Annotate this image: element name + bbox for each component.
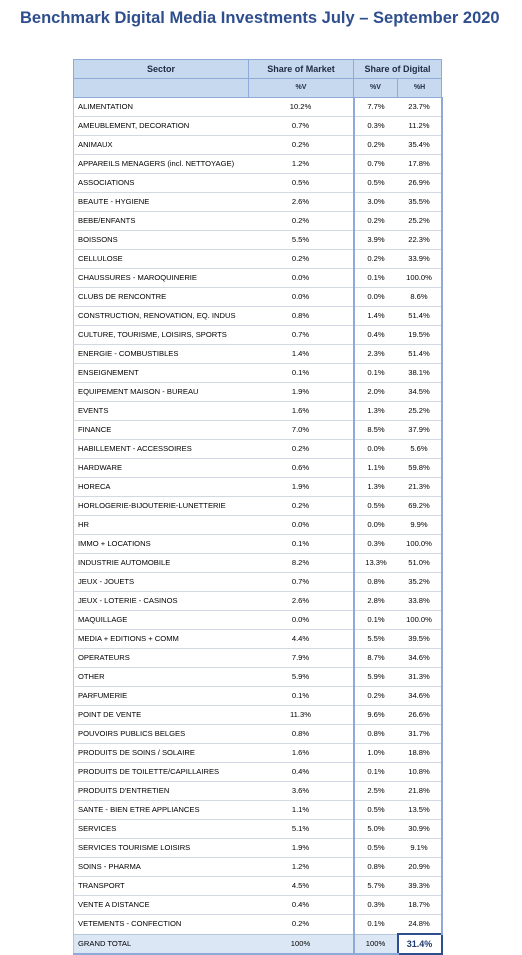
market-v-cell: 1.2%	[249, 155, 354, 174]
table-row	[74, 364, 442, 383]
market-v-cell: 0.2%	[249, 915, 354, 935]
digital-h-cell: 51.0%	[398, 554, 442, 573]
digital-h-cell: 100.0%	[398, 611, 442, 630]
digital-v-cell: 0.4%	[354, 326, 398, 345]
digital-h-cell: 21.3%	[398, 478, 442, 497]
table-row	[74, 269, 442, 288]
digital-h-cell: 33.8%	[398, 592, 442, 611]
market-v-cell: 4.5%	[249, 877, 354, 896]
digital-v-cell: 2.3%	[354, 345, 398, 364]
digital-h-cell: 20.9%	[398, 858, 442, 877]
digital-v-cell: 13.3%	[354, 554, 398, 573]
digital-v-cell: 0.5%	[354, 801, 398, 820]
market-v-cell: 1.4%	[249, 345, 354, 364]
digital-v-cell: 0.2%	[354, 212, 398, 231]
sector-cell: ALIMENTATION	[74, 98, 249, 117]
digital-h-cell: 21.8%	[398, 782, 442, 801]
market-v-cell: 0.7%	[249, 573, 354, 592]
table-row	[74, 440, 442, 459]
digital-h-cell: 9.1%	[398, 839, 442, 858]
market-v-cell: 7.0%	[249, 421, 354, 440]
table-row	[74, 725, 442, 744]
digital-v-cell: 0.2%	[354, 687, 398, 706]
digital-h-cell: 51.4%	[398, 345, 442, 364]
digital-v-cell: 2.0%	[354, 383, 398, 402]
table-body	[74, 98, 442, 935]
table-row	[74, 345, 442, 364]
digital-v-cell: 1.4%	[354, 307, 398, 326]
digital-h-cell: 24.8%	[398, 915, 442, 935]
table-row	[74, 915, 442, 935]
sector-cell: PRODUITS DE TOILETTE/CAPILLAIRES	[74, 763, 249, 782]
grand-total-market-v: 100%	[249, 934, 354, 954]
table-row	[74, 478, 442, 497]
sector-cell: ENERGIE - COMBUSTIBLES	[74, 345, 249, 364]
market-v-cell: 0.7%	[249, 117, 354, 136]
sector-cell: MEDIA + EDITIONS + COMM	[74, 630, 249, 649]
digital-h-cell: 31.3%	[398, 668, 442, 687]
market-v-cell: 0.2%	[249, 136, 354, 155]
sector-cell: HABILLEMENT - ACCESSOIRES	[74, 440, 249, 459]
table-row	[74, 554, 442, 573]
share-of-digital-header: Share of Digital	[354, 60, 442, 79]
digital-v-cell: 2.5%	[354, 782, 398, 801]
digital-h-cell: 59.8%	[398, 459, 442, 478]
table-row	[74, 212, 442, 231]
market-v-cell: 8.2%	[249, 554, 354, 573]
digital-v-cell: 1.3%	[354, 402, 398, 421]
sector-cell: ASSOCIATIONS	[74, 174, 249, 193]
digital-h-cell: 35.5%	[398, 193, 442, 212]
digital-h-cell: 19.5%	[398, 326, 442, 345]
digital-h-cell: 100.0%	[398, 535, 442, 554]
market-v-cell: 10.2%	[249, 98, 354, 117]
digital-v-cell: 0.5%	[354, 497, 398, 516]
table-row	[74, 820, 442, 839]
digital-v-cell: 0.2%	[354, 136, 398, 155]
grand-total-row	[74, 934, 442, 954]
sector-subheader	[74, 79, 249, 98]
sector-cell: OPERATEURS	[74, 649, 249, 668]
digital-v-cell: 0.1%	[354, 611, 398, 630]
digital-v-cell: 9.6%	[354, 706, 398, 725]
table-row	[74, 668, 442, 687]
market-v-cell: 1.1%	[249, 801, 354, 820]
sector-cell: AMEUBLEMENT, DECORATION	[74, 117, 249, 136]
digital-h-cell: 25.2%	[398, 402, 442, 421]
sector-cell: CHAUSSURES - MAROQUINERIE	[74, 269, 249, 288]
digital-h-cell: 25.2%	[398, 212, 442, 231]
digital-h-cell: 8.6%	[398, 288, 442, 307]
market-v-cell: 0.0%	[249, 516, 354, 535]
table-row	[74, 117, 442, 136]
table-row	[74, 174, 442, 193]
digital-v-cell: 0.0%	[354, 516, 398, 535]
digital-v-cell: 0.8%	[354, 573, 398, 592]
sector-cell: EQUIPEMENT MAISON - BUREAU	[74, 383, 249, 402]
table-row	[74, 896, 442, 915]
market-v-cell: 0.7%	[249, 326, 354, 345]
sector-cell: BOISSONS	[74, 231, 249, 250]
table-row	[74, 326, 442, 345]
table-row	[74, 307, 442, 326]
digital-h-cell: 39.3%	[398, 877, 442, 896]
digital-h-cell: 9.9%	[398, 516, 442, 535]
sector-cell: HORECA	[74, 478, 249, 497]
digital-v-cell: 0.1%	[354, 269, 398, 288]
sector-cell: CLUBS DE RENCONTRE	[74, 288, 249, 307]
market-v-cell: 0.0%	[249, 611, 354, 630]
sector-cell: CONSTRUCTION, RENOVATION, EQ. INDUS	[74, 307, 249, 326]
digital-v-cell: 5.7%	[354, 877, 398, 896]
table-row	[74, 421, 442, 440]
digital-h-cell: 26.6%	[398, 706, 442, 725]
table-row	[74, 250, 442, 269]
table-row	[74, 136, 442, 155]
digital-h-cell: 23.7%	[398, 98, 442, 117]
table-row	[74, 155, 442, 174]
table-row	[74, 877, 442, 896]
digital-v-cell: 0.1%	[354, 915, 398, 935]
table-row	[74, 402, 442, 421]
market-v-cell: 0.4%	[249, 763, 354, 782]
market-v-cell: 5.9%	[249, 668, 354, 687]
digital-v-cell: 0.8%	[354, 858, 398, 877]
table-row	[74, 231, 442, 250]
digital-v-cell: 0.3%	[354, 896, 398, 915]
market-v-cell: 1.6%	[249, 402, 354, 421]
digital-v-cell: 8.7%	[354, 649, 398, 668]
market-v-cell: 0.2%	[249, 440, 354, 459]
sector-cell: JEUX - LOTERIE - CASINOS	[74, 592, 249, 611]
market-v-cell: 7.9%	[249, 649, 354, 668]
sector-cell: SANTE - BIEN ETRE APPLIANCES	[74, 801, 249, 820]
sector-cell: CULTURE, TOURISME, LOISIRS, SPORTS	[74, 326, 249, 345]
table-row	[74, 706, 442, 725]
table-row	[74, 744, 442, 763]
sector-cell: POUVOIRS PUBLICS BELGES	[74, 725, 249, 744]
sector-cell: VETEMENTS - CONFECTION	[74, 915, 249, 935]
digital-v-cell: 3.9%	[354, 231, 398, 250]
digital-h-cell: 39.5%	[398, 630, 442, 649]
market-v-cell: 0.1%	[249, 535, 354, 554]
market-v-cell: 0.8%	[249, 307, 354, 326]
market-v-cell: 1.9%	[249, 383, 354, 402]
sector-cell: PARFUMERIE	[74, 687, 249, 706]
digital-v-cell: 8.5%	[354, 421, 398, 440]
grand-total-digital-h: 31.4%	[398, 934, 442, 954]
benchmark-table	[73, 59, 443, 955]
table-row	[74, 801, 442, 820]
market-v-cell: 0.1%	[249, 364, 354, 383]
market-v-cell: 0.2%	[249, 250, 354, 269]
market-v-cell: 0.6%	[249, 459, 354, 478]
share-of-market-header: Share of Market	[249, 60, 354, 79]
grand-total-digital-v: 100%	[354, 934, 398, 954]
digital-v-cell: 0.0%	[354, 288, 398, 307]
digital-v-cell: 5.9%	[354, 668, 398, 687]
digital-h-cell: 69.2%	[398, 497, 442, 516]
digital-h-cell: 10.8%	[398, 763, 442, 782]
table-row	[74, 839, 442, 858]
digital-h-cell: 34.5%	[398, 383, 442, 402]
table-row	[74, 288, 442, 307]
digital-h-cell: 5.6%	[398, 440, 442, 459]
table-row	[74, 383, 442, 402]
sector-cell: HR	[74, 516, 249, 535]
digital-pct-h-header: %H	[398, 79, 442, 98]
digital-h-cell: 34.6%	[398, 649, 442, 668]
market-v-cell: 0.0%	[249, 269, 354, 288]
market-v-cell: 0.4%	[249, 896, 354, 915]
market-v-cell: 1.2%	[249, 858, 354, 877]
sector-cell: TRANSPORT	[74, 877, 249, 896]
sector-cell: BEBE/ENFANTS	[74, 212, 249, 231]
sector-cell: PRODUITS DE SOINS / SOLAIRE	[74, 744, 249, 763]
digital-h-cell: 30.9%	[398, 820, 442, 839]
digital-h-cell: 17.8%	[398, 155, 442, 174]
market-v-cell: 2.6%	[249, 193, 354, 212]
digital-h-cell: 18.7%	[398, 896, 442, 915]
digital-v-cell: 0.1%	[354, 364, 398, 383]
market-v-cell: 2.6%	[249, 592, 354, 611]
table-row	[74, 573, 442, 592]
table-row	[74, 858, 442, 877]
digital-h-cell: 11.2%	[398, 117, 442, 136]
digital-v-cell: 0.3%	[354, 535, 398, 554]
page-title: Benchmark Digital Media Investments July – September 2020	[20, 9, 500, 27]
sector-cell: SERVICES TOURISME LOISIRS	[74, 839, 249, 858]
digital-h-cell: 38.1%	[398, 364, 442, 383]
sector-cell: PRODUITS D'ENTRETIEN	[74, 782, 249, 801]
sector-cell: FINANCE	[74, 421, 249, 440]
digital-v-cell: 0.7%	[354, 155, 398, 174]
grand-total-label: GRAND TOTAL	[74, 934, 249, 954]
sector-cell: BEAUTE - HYGIENE	[74, 193, 249, 212]
market-v-cell: 5.5%	[249, 231, 354, 250]
digital-v-cell: 5.0%	[354, 820, 398, 839]
digital-h-cell: 34.6%	[398, 687, 442, 706]
digital-v-cell: 0.2%	[354, 250, 398, 269]
sector-cell: INDUSTRIE AUTOMOBILE	[74, 554, 249, 573]
digital-h-cell: 22.3%	[398, 231, 442, 250]
sector-cell: HARDWARE	[74, 459, 249, 478]
digital-v-cell: 7.7%	[354, 98, 398, 117]
digital-h-cell: 33.9%	[398, 250, 442, 269]
table-row	[74, 516, 442, 535]
digital-v-cell: 5.5%	[354, 630, 398, 649]
sector-cell: ANIMAUX	[74, 136, 249, 155]
sector-header: Sector	[74, 60, 249, 79]
market-v-cell: 3.6%	[249, 782, 354, 801]
table-row	[74, 98, 442, 117]
market-v-cell: 0.2%	[249, 212, 354, 231]
sector-cell: CELLULOSE	[74, 250, 249, 269]
digital-h-cell: 100.0%	[398, 269, 442, 288]
sector-cell: SOINS - PHARMA	[74, 858, 249, 877]
table-row	[74, 782, 442, 801]
digital-v-cell: 0.0%	[354, 440, 398, 459]
sector-cell: ENSEIGNEMENT	[74, 364, 249, 383]
table-row	[74, 611, 442, 630]
digital-v-cell: 1.1%	[354, 459, 398, 478]
sector-cell: APPAREILS MENAGERS (incl. NETTOYAGE)	[74, 155, 249, 174]
sector-cell: EVENTS	[74, 402, 249, 421]
digital-h-cell: 18.8%	[398, 744, 442, 763]
table-row	[74, 630, 442, 649]
table-row	[74, 193, 442, 212]
table-row	[74, 687, 442, 706]
market-v-cell: 4.4%	[249, 630, 354, 649]
table-row	[74, 459, 442, 478]
table-row	[74, 497, 442, 516]
market-v-cell: 1.9%	[249, 478, 354, 497]
digital-v-cell: 2.8%	[354, 592, 398, 611]
sector-cell: POINT DE VENTE	[74, 706, 249, 725]
digital-h-cell: 31.7%	[398, 725, 442, 744]
digital-h-cell: 51.4%	[398, 307, 442, 326]
table-row	[74, 592, 442, 611]
table-row	[74, 535, 442, 554]
digital-pct-v-header: %V	[354, 79, 398, 98]
digital-v-cell: 0.5%	[354, 174, 398, 193]
sector-cell: JEUX - JOUETS	[74, 573, 249, 592]
market-v-cell: 0.2%	[249, 497, 354, 516]
digital-v-cell: 1.0%	[354, 744, 398, 763]
digital-h-cell: 35.4%	[398, 136, 442, 155]
digital-v-cell: 0.3%	[354, 117, 398, 136]
market-v-cell: 5.1%	[249, 820, 354, 839]
market-v-cell: 0.5%	[249, 174, 354, 193]
sector-cell: VENTE A DISTANCE	[74, 896, 249, 915]
digital-h-cell: 37.9%	[398, 421, 442, 440]
market-v-cell: 1.9%	[249, 839, 354, 858]
market-v-cell: 0.8%	[249, 725, 354, 744]
sector-cell: OTHER	[74, 668, 249, 687]
sector-cell: SERVICES	[74, 820, 249, 839]
digital-h-cell: 35.2%	[398, 573, 442, 592]
sector-cell: MAQUILLAGE	[74, 611, 249, 630]
digital-v-cell: 3.0%	[354, 193, 398, 212]
market-v-cell: 0.0%	[249, 288, 354, 307]
sector-cell: IMMO + LOCATIONS	[74, 535, 249, 554]
market-v-cell: 11.3%	[249, 706, 354, 725]
sector-cell: HORLOGERIE-BIJOUTERIE-LUNETTERIE	[74, 497, 249, 516]
digital-v-cell: 1.3%	[354, 478, 398, 497]
digital-v-cell: 0.5%	[354, 839, 398, 858]
digital-v-cell: 0.1%	[354, 763, 398, 782]
market-v-cell: 0.1%	[249, 687, 354, 706]
table-row	[74, 763, 442, 782]
digital-h-cell: 26.9%	[398, 174, 442, 193]
digital-v-cell: 0.8%	[354, 725, 398, 744]
table-row	[74, 649, 442, 668]
digital-h-cell: 13.5%	[398, 801, 442, 820]
market-pct-v-header: %V	[249, 79, 354, 98]
market-v-cell: 1.6%	[249, 744, 354, 763]
